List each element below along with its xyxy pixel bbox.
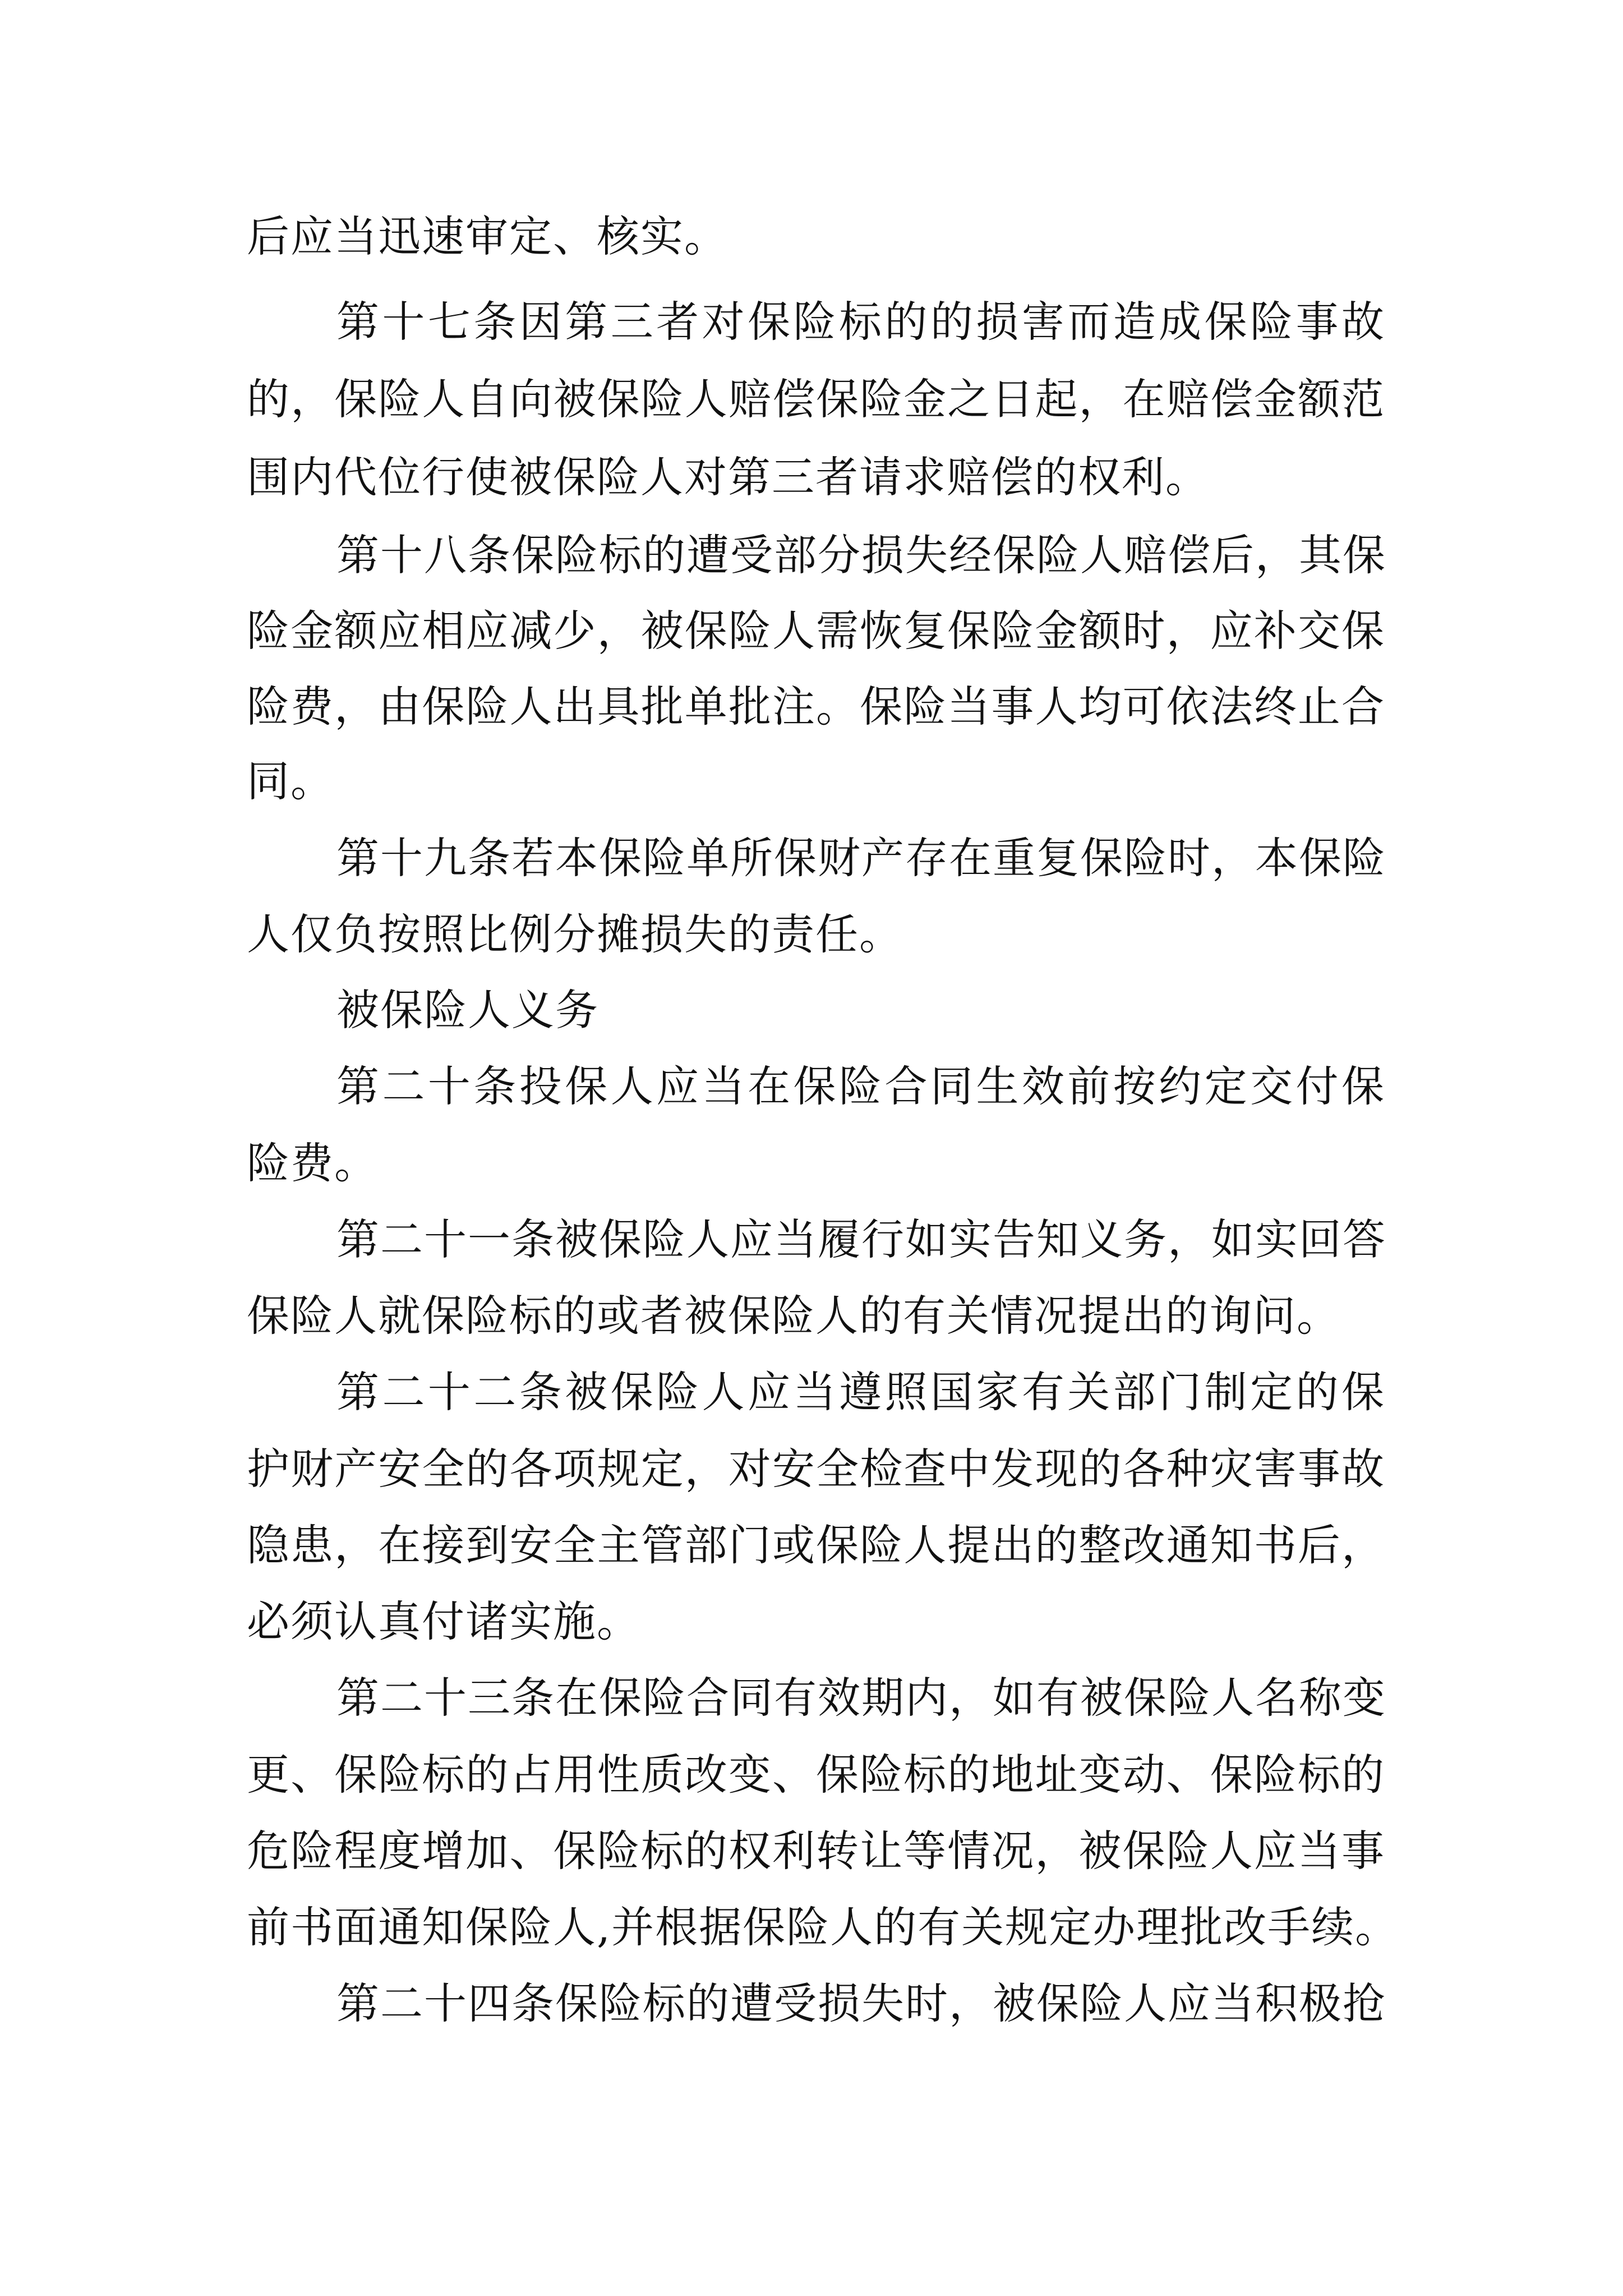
text-line: 第二十二条被保险人应当遵照国家有关部门制定的保: [336, 1367, 1385, 1417]
text-line: 的，保险人自向被保险人赔偿保险金之日起，在赔偿金额范: [247, 374, 1385, 424]
text-line: 第二十三条在保险合同有效期内，如有被保险人名称变: [336, 1673, 1386, 1723]
section-heading: 被保险人义务: [336, 985, 599, 1035]
text-line: 人仅负按照比例分摊损失的责任。: [247, 909, 903, 959]
text-line: 保险人就保险标的或者被保险人的有关情况提出的询问。: [247, 1291, 1340, 1341]
text-line: 险费，由保险人出具批单批注。保险当事人均可依法终止合: [247, 682, 1385, 731]
text-line: 第二十四条保险标的遭受损失时，被保险人应当积极抢: [336, 1978, 1386, 2028]
text-line: 第十八条保险标的遭受部分损失经保险人赔偿后，其保: [336, 530, 1386, 580]
text-line: 第十七条因第三者对保险标的的损害而造成保险事故: [336, 297, 1385, 347]
text-line: 前书面通知保险人,并根据保险人的有关规定办理批改手续。: [247, 1902, 1399, 1952]
text-line: 围内代位行使被保险人对第三者请求赔偿的权利。: [247, 452, 1209, 502]
text-line: 危险程度增加、保险标的权利转让等情况，被保险人应当事: [247, 1826, 1385, 1876]
text-line: 后应当迅速审定、核实。: [247, 211, 728, 261]
text-line: 必须认真付诸实施。: [247, 1596, 640, 1646]
text-line: 第二十一条被保险人应当履行如实告知义务，如实回答: [336, 1214, 1386, 1264]
text-line: 险费。: [247, 1138, 378, 1188]
text-line: 第二十条投保人应当在保险合同生效前按约定交付保: [336, 1061, 1385, 1111]
text-line: 更、保险标的占用性质改变、保险标的地址变动、保险标的: [247, 1750, 1385, 1800]
text-line: 护财产安全的各项规定，对安全检查中发现的各种灾害事故: [247, 1444, 1385, 1494]
text-line: 第十九条若本保险单所保财产存在重复保险时，本保险: [336, 833, 1386, 883]
text-line: 隐患，在接到安全主管部门或保险人提出的整改通知书后，: [247, 1520, 1385, 1570]
text-line: 险金额应相应减少，被保险人需恢复保险金额时，应补交保: [247, 606, 1385, 656]
text-line: 同。: [247, 756, 334, 806]
